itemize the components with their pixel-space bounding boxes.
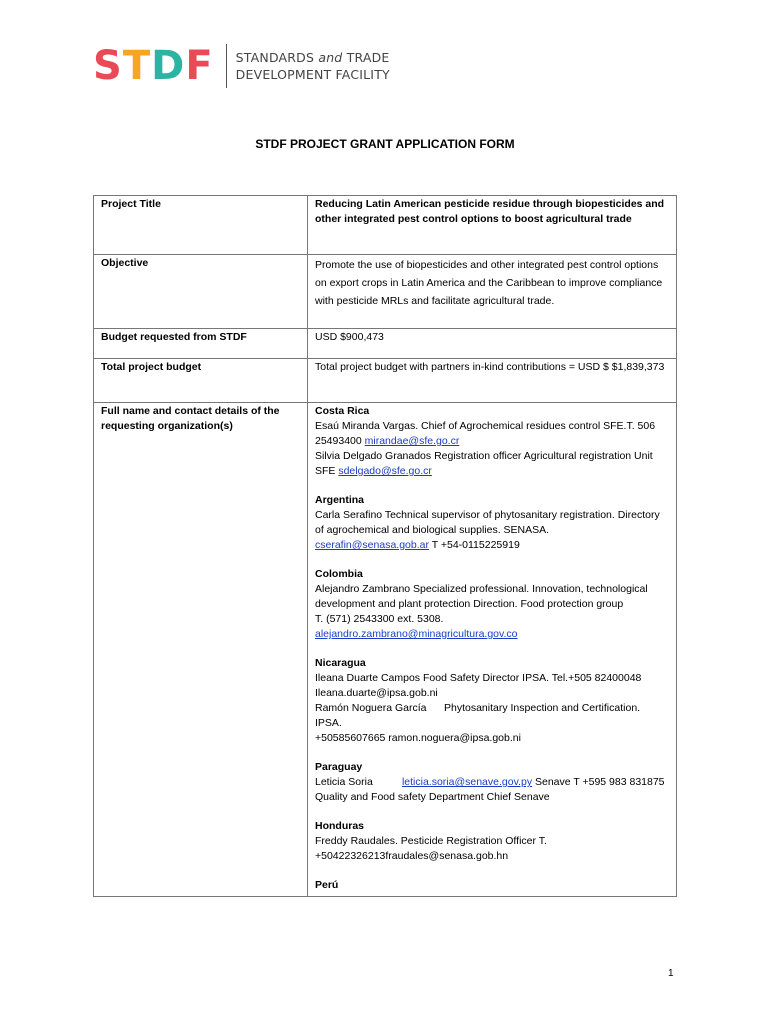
email-link[interactable]: sdelgado@sfe.go.cr: [338, 465, 432, 477]
contact-entry: +50585607665 ramon.noguera@ipsa.gob.ni: [315, 732, 521, 744]
contacts-label: Full name and contact details of the requesting organization(s): [94, 403, 308, 897]
contact-entry: Freddy Raudales. Pesticide Registration Officer T. +50422326213fraudales@senasa.gob.hn: [315, 835, 547, 862]
project-title-label: Project Title: [94, 196, 308, 255]
logo-text-line1: STANDARDS and TRADE: [235, 50, 390, 65]
table-row-total-budget: [94, 359, 677, 403]
email-link[interactable]: cserafin@senasa.gob.ar: [315, 539, 429, 551]
application-form-table: [93, 195, 683, 897]
country-colombia: Colombia: [315, 568, 363, 580]
contact-entry: Carla Serafino Technical supervisor of phytosanitary registration. Directory of agrochemical and biological supplies. SENASA.: [315, 509, 660, 536]
country-honduras: Honduras: [315, 820, 365, 832]
email-link[interactable]: mirandae@sfe.go.cr: [364, 435, 460, 447]
contacts-value: [308, 403, 683, 897]
table-row-objective: [94, 255, 677, 329]
email-link[interactable]: alejandro.zambrano@minagricultura.gov.co: [315, 628, 518, 640]
contact-entry: T. (571) 2543300 ext. 5308.: [315, 613, 444, 625]
form-title: STDF PROJECT GRANT APPLICATION FORM: [255, 137, 515, 151]
stdf-logo: [93, 44, 390, 88]
email-link[interactable]: leticia.soria@senave.gov.py: [401, 776, 533, 788]
contact-entry: Ileana Duarte Campos Food Safety Director IPSA. Tel.+505 82400048 Ileana.duarte@ipsa.gob.ni: [315, 672, 683, 699]
country-costa-rica: Costa Rica: [315, 405, 370, 417]
logo-text: [236, 49, 390, 83]
country-argentina: Argentina: [315, 494, 365, 506]
contact-entry: [315, 627, 669, 642]
contact-entry: cserafin@senasa.gob.ar T +54-0115225919: [315, 539, 520, 551]
budget-requested-label: Budget requested from STDF: [94, 329, 308, 359]
objective-value: Promote the use of biopesticides and other integrated pest control options on export crops in Latin America and the Caribbean to improve compliance with pesticide MRLs and facilitate agricultural trade.: [308, 255, 677, 329]
contact-entry: Ramón Noguera García Phytosanitary Inspection and Certification. IPSA.: [315, 702, 644, 729]
country-peru: Perú: [315, 879, 339, 891]
country-nicaragua: Nicaragua: [315, 657, 366, 669]
budget-requested-value: USD $900,473: [308, 329, 677, 359]
table-row-contacts: [94, 403, 677, 897]
project-title-value: Reducing Latin American pesticide residue through biopesticides and other integrated pest control options to boost agricultural trade: [308, 196, 677, 255]
total-budget-label: Total project budget: [94, 359, 308, 403]
contact-entry: Esaú Miranda Vargas. Chief of Agrochemical residues control SFE.T. 506 25493400 mirandae@sfe.go.cr: [315, 420, 656, 447]
country-paraguay: Paraguay: [315, 761, 363, 773]
table-row-budget-requested: [94, 329, 677, 359]
total-budget-value: Total project budget with partners in-kind contributions = USD $ $1,839,373: [308, 359, 677, 403]
objective-label: Objective: [94, 255, 308, 329]
page-number: 1: [668, 968, 674, 979]
stdf-logo-mark: STDF: [93, 43, 214, 89]
logo-text-line2: DEVELOPMENT FACILITY: [235, 67, 390, 82]
contact-entry: Silvia Delgado Granados Registration officer Agricultural registration Unit SFE sdelgado@sfe.go.cr: [315, 450, 653, 477]
contact-entry: Leticia Soria leticia.soria@senave.gov.py Senave T +595 983 831875 Quality and Food safety Department Chief Senave: [315, 776, 665, 803]
table-row-project-title: [94, 196, 677, 255]
logo-divider: [226, 44, 227, 88]
contact-entry: Alejandro Zambrano Specialized professional. Innovation, technological development and plant protection Direction. Food protection group: [315, 583, 648, 610]
